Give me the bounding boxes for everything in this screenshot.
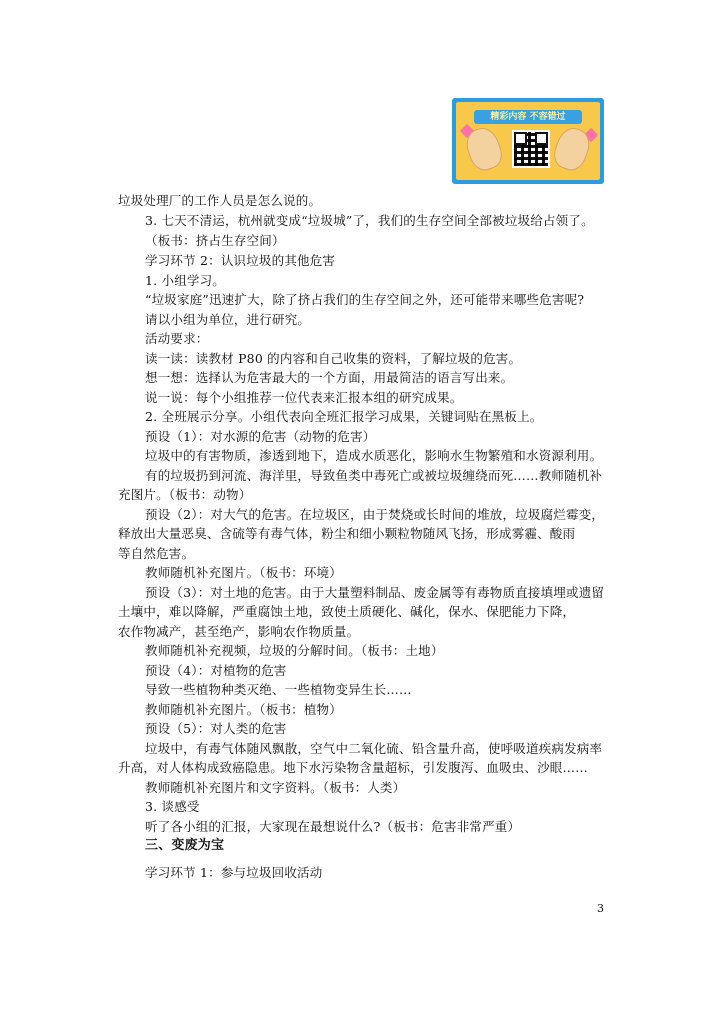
section-subheading: 学习环节 1：参与垃圾回收活动 (145, 865, 323, 880)
paragraph-line: 预设（2）：对大气的危害。在垃圾区，由于焚烧或长时间的堆放，垃圾腐烂霉变， (145, 507, 605, 522)
paragraph-line: 教师随机补充视频，垃圾的分解时间。（板书：土地） (145, 643, 444, 658)
section-subheading: 学习环节 2：认识垃圾的其他危害 (145, 253, 336, 268)
paragraph-line: 2. 全班展示分享。小组代表向全班汇报学习成果，关键词贴在黑板上。 (145, 409, 543, 424)
paragraph-line: 想一想：选择认为危害最大的一个方面，用最简洁的语言写出来。 (145, 370, 514, 385)
paragraph-line: 教师随机补充图片。（板书：环境） (145, 565, 342, 580)
section-heading: 三、变废为宝 (145, 838, 225, 853)
paragraph-line: 有的垃圾扔到河流、海洋里，导致鱼类中毒死亡或被垃圾缠绕而死……教师随机补 (145, 468, 603, 483)
paragraph-line: 1. 小组学习。 (145, 273, 225, 288)
paragraph-line: 说一说：每个小组推荐一位代表来汇报本组的研究成果。 (145, 390, 463, 405)
paragraph-line: 预设（4）：对植物的危害 (145, 663, 287, 678)
paragraph-line: 充图片。（板书：动物） (118, 487, 252, 502)
paragraph-line: 3. 谈感受 (145, 799, 200, 814)
paragraph-line: 预设（5）：对人类的危害 (145, 721, 287, 736)
paragraph-line: 听了各小组的汇报，大家现在最想说什么?（板书：危害非常严重） (145, 819, 521, 834)
paragraph-line: 垃圾中的有害物质，渗透到地下，造成水质恶化，影响水生物繁殖和水资源利用。 (145, 448, 603, 463)
paragraph-line: 释放出大量恶臭、含硫等有毒气体，粉尘和细小颗粒物随风飞扬，形成雾霾、酸雨 (118, 526, 576, 541)
paragraph-line: 土壤中，难以降解，严重腐蚀土地，致使土质硬化、碱化，保水、保肥能力下降， (118, 604, 576, 619)
paragraph-line: 预设（3）：对土地的危害。由于大量塑料制品、废金属等有毒物质直接填埋或遗留 (145, 585, 605, 600)
paragraph-line: 升高，对人体构成致癌隐患。地下水污染物含量超标，引发腹泻、血吸虫、沙眼…… (118, 760, 588, 775)
paragraph-line: 教师随机补充图片。（板书：植物） (145, 702, 342, 717)
promo-title: 精彩内容 不容错过 (474, 110, 582, 124)
paragraph-line: 垃圾处理厂的工作人员是怎么说的。 (118, 193, 322, 208)
paragraph-line: 垃圾中，有毒气体随风飘散，空气中二氧化硫、铅含量升高，使呼吸道疾病发病率 (145, 741, 603, 756)
paragraph-line: 请以小组为单位，进行研究。 (145, 312, 311, 327)
paragraph-line: 活动要求： (145, 331, 209, 346)
promo-background (456, 102, 600, 180)
qr-code-icon[interactable] (512, 130, 550, 168)
paragraph-line: 教师随机补充图片和文字资料。（板书：人类） (145, 780, 406, 795)
page-number: 3 (597, 902, 604, 915)
paragraph-line: “垃圾家庭”迅速扩大，除了挤占我们的生存空间之外，还可能带来哪些危害呢? (145, 292, 585, 307)
promo-banner[interactable] (452, 98, 604, 184)
paragraph-line: 农作物减产，甚至绝产，影响农作物质量。 (118, 624, 360, 639)
paragraph-line: 预设（1）：对水源的危害（动物的危害） (145, 429, 376, 444)
paragraph-line: 等自然危害。 (118, 546, 195, 561)
paragraph-line: 读一读：读教材 P80 的内容和自己收集的资料，了解垃圾的危害。 (145, 351, 522, 366)
paragraph-line: 3. 七天不清运，杭州就变成“垃圾城”了，我们的生存空间全部被垃圾给占领了。 (145, 213, 594, 228)
paragraph-line: （板书：挤占生存空间） (145, 233, 285, 248)
paragraph-line: 导致一些植物种类灭绝、一些植物变异生长…… (145, 682, 412, 697)
